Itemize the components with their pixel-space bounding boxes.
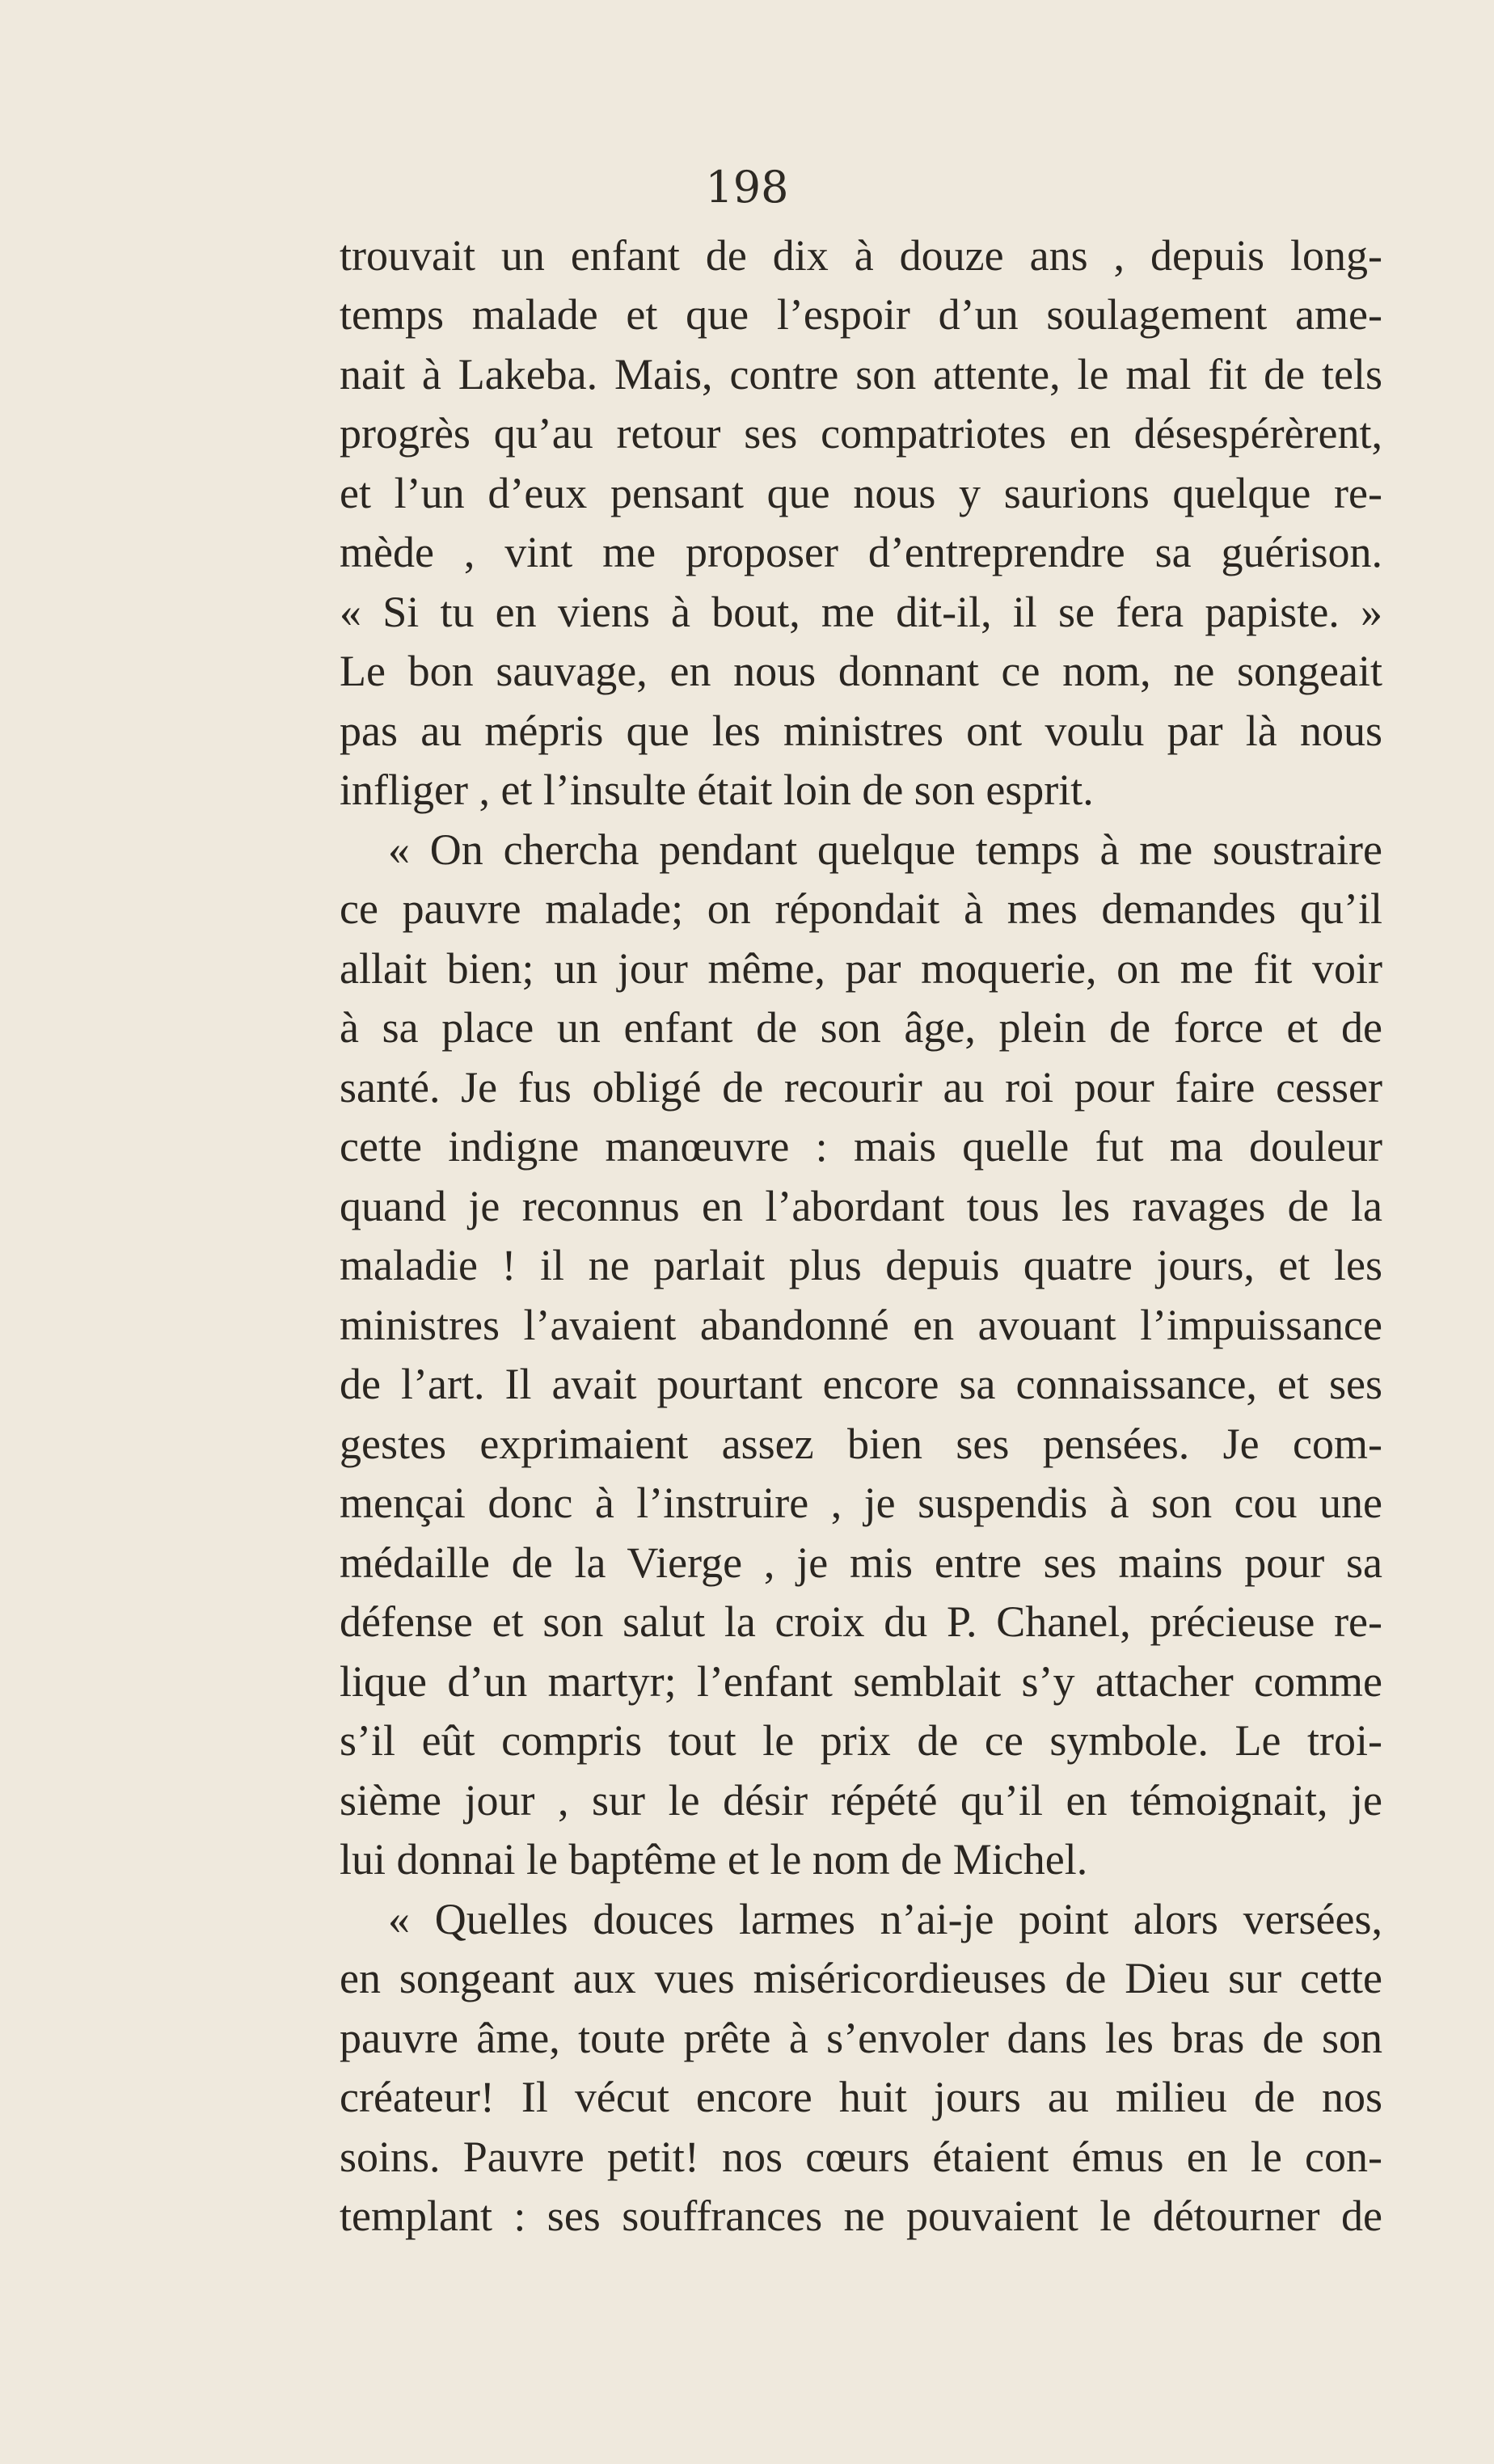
page-number: 198 [705,162,789,213]
text-line: défense et son salut la croix du P. Chanel, précieuse re- [340,1597,1382,1646]
text-line: « Quelles douces larmes n’ai-je point alors versées, [388,1895,1382,1943]
text-line: gestes exprimaient assez bien ses pensées. Je com- [340,1420,1382,1468]
text-line: Le bon sauvage, en nous donnant ce nom, ne songeait [340,647,1382,695]
text-line: quand je reconnus en l’abordant tous les ravages de la [340,1182,1382,1230]
text-line: « Si tu en viens à bout, me dit-il, il se fera papiste. » [340,588,1382,636]
text-line: maladie ! il ne parlait plus depuis quatre jours, et les [340,1241,1382,1289]
text-line: mençai donc à l’instruire , je suspendis à son cou une [340,1479,1382,1527]
text-line: infliger , et l’insulte était loin de son esprit. [340,766,1094,814]
text-line: sième jour , sur le désir répété qu’il en témoignait, je [340,1776,1382,1825]
text-line: lui donnai le baptême et le nom de Michel. [340,1835,1088,1884]
text-line: mède , vint me proposer d’entreprendre sa guérison. [340,528,1382,576]
text-line: santé. Je fus obligé de recourir au roi pour faire cesser [340,1063,1382,1112]
text-line: temps malade et que l’espoir d’un soulagement ame- [340,290,1382,339]
text-line: ce pauvre malade; on répondait à mes demandes qu’il [340,884,1382,933]
text-line: progrès qu’au retour ses compatriotes en désespérèrent, [340,409,1382,458]
text-line: allait bien; un jour même, par moquerie, on me fit voir [340,944,1382,993]
text-line: nait à Lakeba. Mais, contre son attente, le mal fit de tels [340,350,1382,399]
text-line: en songeant aux vues miséricordieuses de Dieu sur cette [340,1954,1382,2002]
text-line: templant : ses souffrances ne pouvaient le détourner de [340,2192,1382,2240]
text-line: médaille de la Vierge , je mis entre ses mains pour sa [340,1538,1382,1587]
text-line: s’il eût compris tout le prix de ce symbole. Le troi- [340,1716,1382,1765]
text-line: cette indigne manœuvre : mais quelle fut ma douleur [340,1122,1382,1171]
text-line: soins. Pauvre petit! nos cœurs étaient émus en le con- [340,2133,1382,2181]
text-line: trouvait un enfant de dix à douze ans , depuis long- [340,231,1382,280]
text-line: pas au mépris que les ministres ont voulu par là nous [340,707,1382,755]
text-line: créateur! Il vécut encore huit jours au milieu de nos [340,2073,1382,2121]
text-line: pauvre âme, toute prête à s’envoler dans les bras de son [340,2014,1382,2062]
text-line: lique d’un martyr; l’enfant semblait s’y attacher comme [340,1657,1382,1706]
text-line: et l’un d’eux pensant que nous y saurions quelque re- [340,469,1382,517]
text-line: « On chercha pendant quelque temps à me soustraire [388,825,1382,874]
text-line: de l’art. Il avait pourtant encore sa connaissance, et ses [340,1360,1382,1408]
text-line: ministres l’avaient abandonné en avouant l’impuissance [340,1301,1382,1349]
text-line: à sa place un enfant de son âge, plein de force et de [340,1003,1382,1052]
